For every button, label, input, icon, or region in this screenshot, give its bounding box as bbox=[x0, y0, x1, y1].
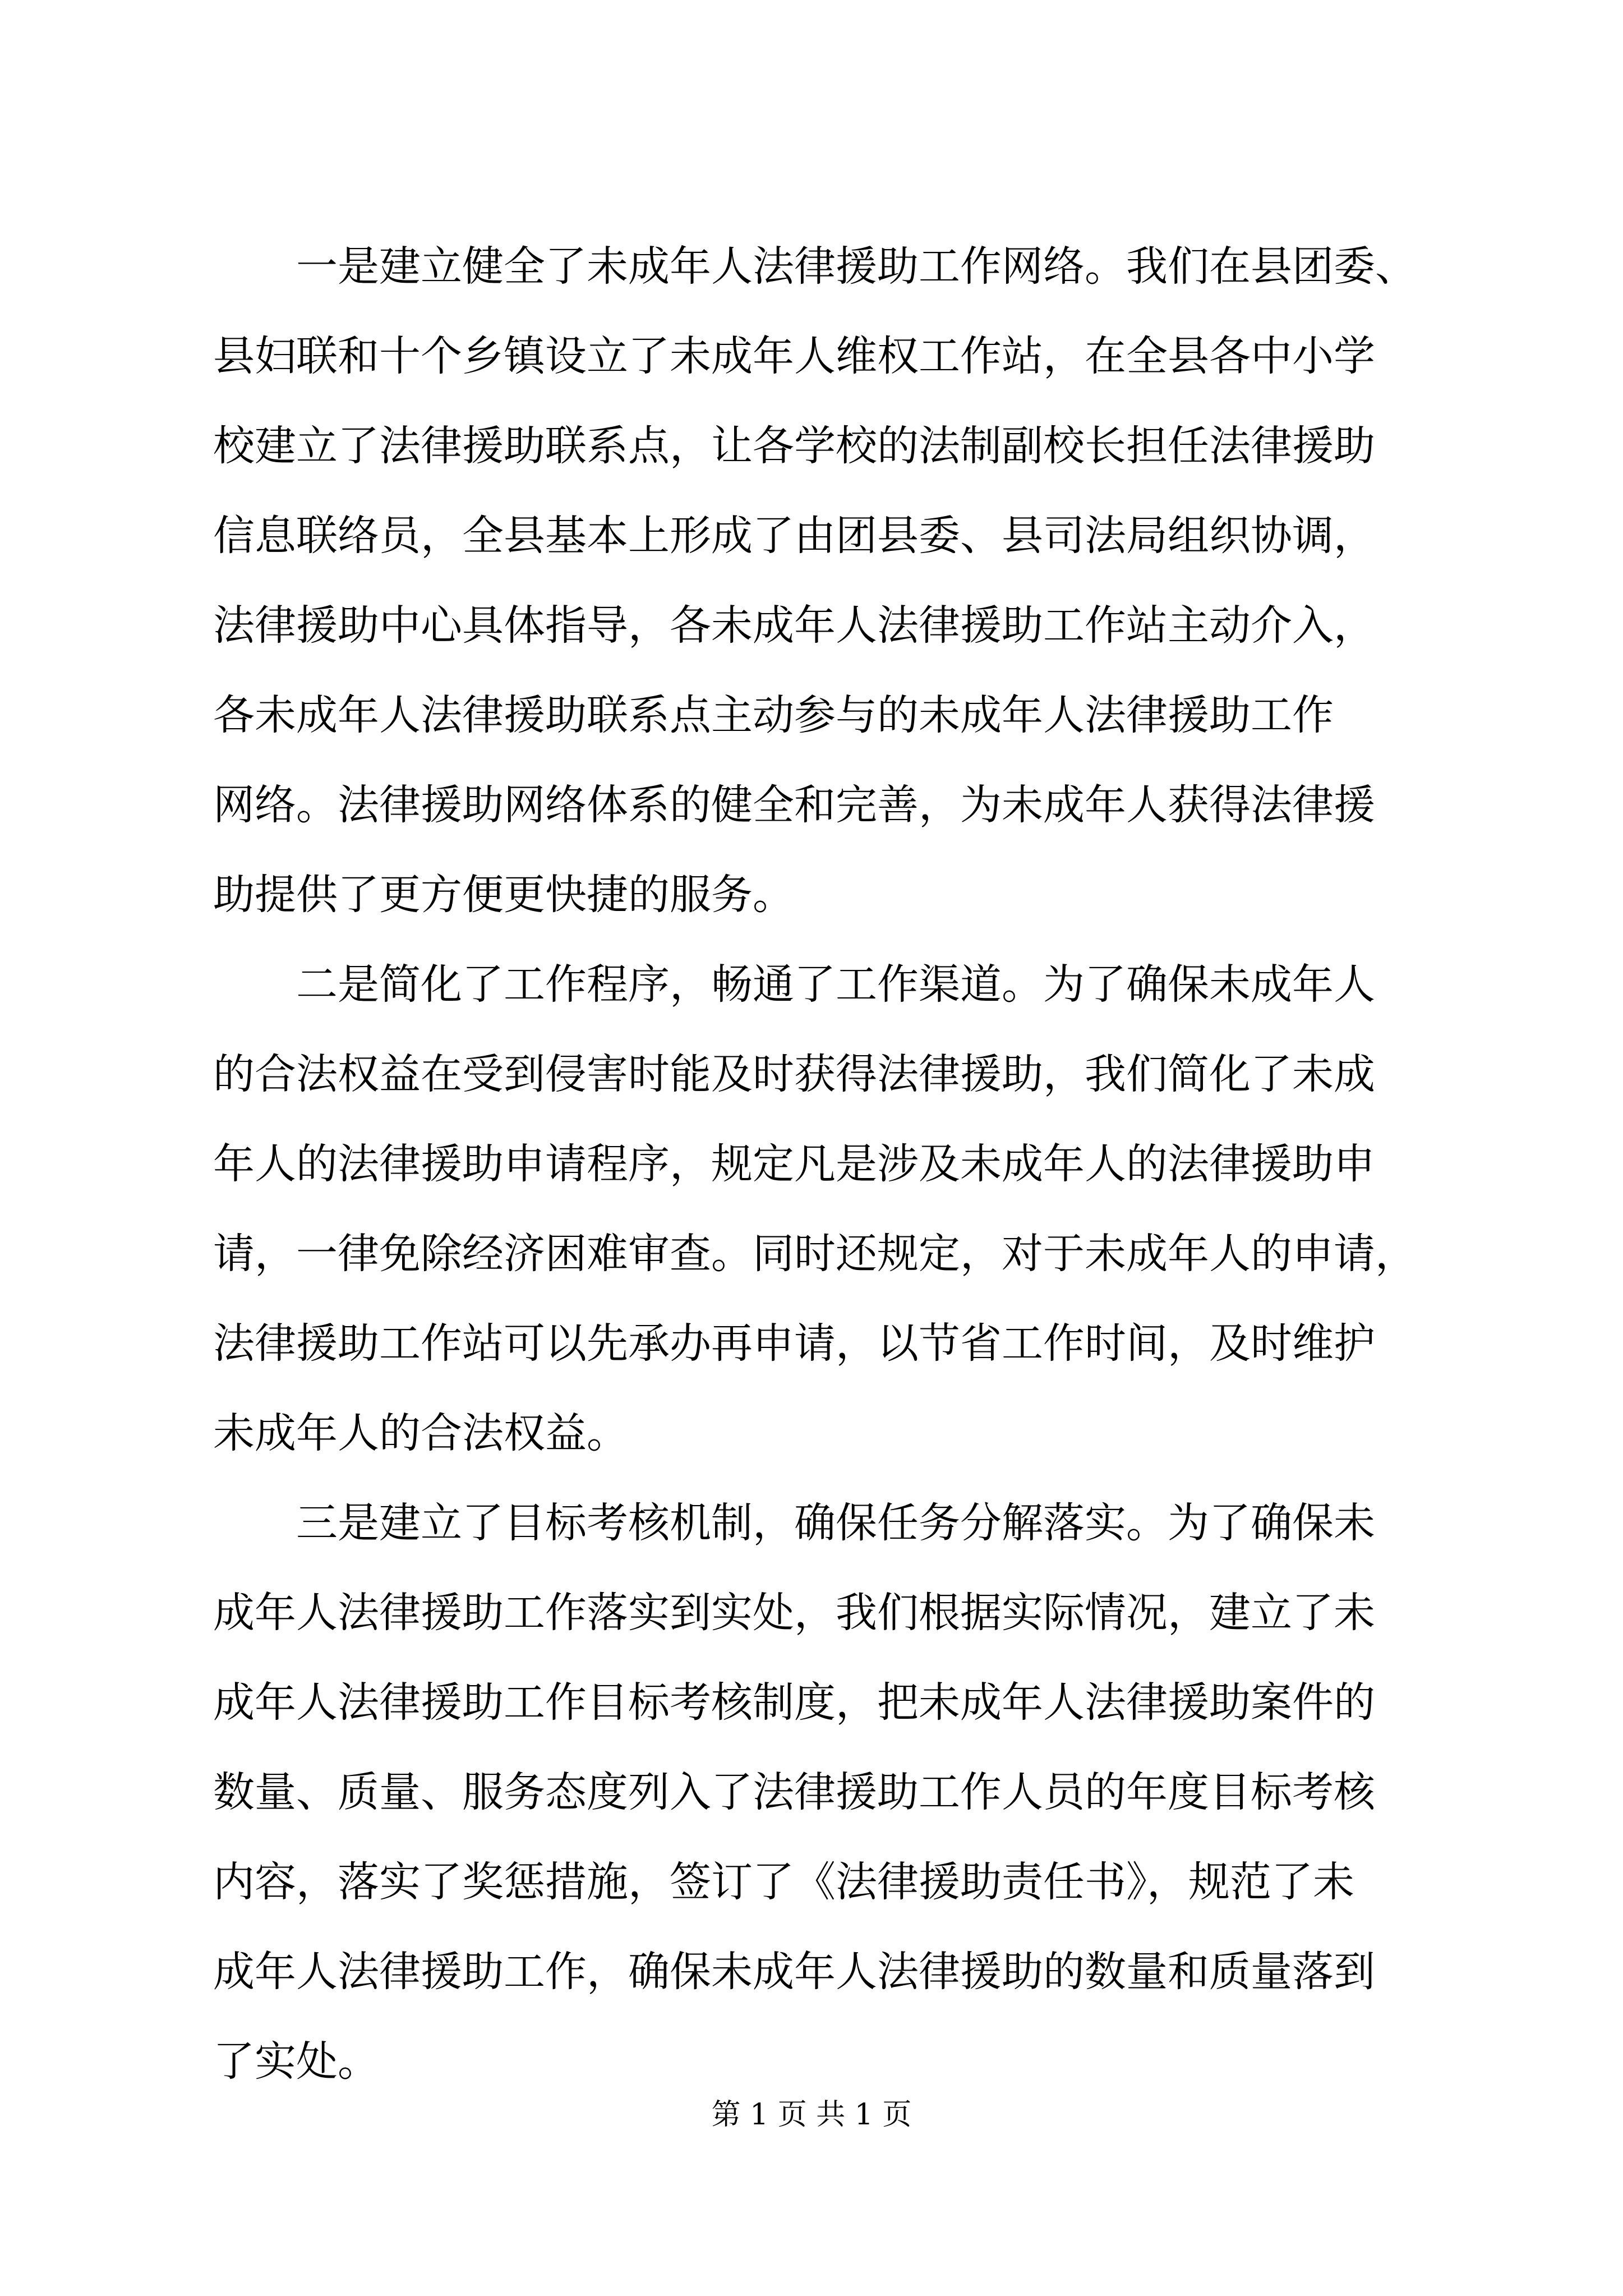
paragraph-line: 内容，落实了奖惩措施，签订了《法律援助责任书》，规范了未 bbox=[213, 1858, 1354, 1906]
paragraph-line: 一是建立健全了未成年人法律援助工作网络。我们在县团委、 bbox=[296, 242, 1417, 291]
paragraph-line: 信息联络员，全县基本上形成了由团县委、县司法局组织协调， bbox=[213, 512, 1375, 560]
paragraph-line: 年人的法律援助申请程序，规定凡是涉及未成年人的法律援助申 bbox=[213, 1140, 1375, 1188]
paragraph-1 bbox=[213, 222, 1436, 940]
paragraph-line: 法律援助工作站可以先承办再申请，以节省工作时间，及时维护 bbox=[213, 1319, 1375, 1368]
paragraph-line: 各未成年人法律援助联系点主动参与的未成年人法律援助工作 bbox=[213, 691, 1334, 739]
paragraph-2 bbox=[213, 940, 1436, 1478]
page-number-label: 第 1 页 共 1 页 bbox=[711, 2098, 912, 2132]
paragraph-line: 的合法权益在受到侵害时能及时获得法律援助，我们简化了未成 bbox=[213, 1050, 1375, 1098]
paragraph-line: 校建立了法律援助联系点，让各学校的法制副校长担任法律援助 bbox=[213, 422, 1375, 470]
paragraph-line: 二是简化了工作程序，畅通了工作渠道。为了确保未成年人 bbox=[296, 960, 1375, 1009]
paragraph-line: 成年人法律援助工作落实到实处，我们根据实际情况，建立了未 bbox=[213, 1589, 1375, 1637]
paragraph-line: 数量、质量、服务态度列入了法律援助工作人员的年度目标考核 bbox=[213, 1768, 1375, 1816]
paragraph-line: 网络。法律援助网络体系的健全和完善，为未成年人获得法律援 bbox=[213, 781, 1375, 829]
paragraph-line: 县妇联和十个乡镇设立了未成年人维权工作站，在全县各中小学 bbox=[213, 332, 1375, 380]
paragraph-line: 成年人法律援助工作目标考核制度，把未成年人法律援助案件的 bbox=[213, 1678, 1375, 1727]
paragraph-line: 成年人法律援助工作，确保未成年人法律援助的数量和质量落到 bbox=[213, 1948, 1375, 1996]
paragraph-line: 法律援助中心具体指导，各未成年人法律援助工作站主动介入， bbox=[213, 601, 1375, 650]
paragraph-3 bbox=[213, 1478, 1436, 2106]
paragraph-line: 了实处。 bbox=[213, 2037, 379, 2086]
paragraph-line: 三是建立了目标考核机制，确保任务分解落实。为了确保未 bbox=[296, 1499, 1375, 1547]
document-body bbox=[213, 222, 1436, 2106]
paragraph-line: 助提供了更方便更快捷的服务。 bbox=[213, 871, 794, 919]
paragraph-line: 未成年人的合法权益。 bbox=[213, 1409, 628, 1457]
paragraph-line: 请，一律免除经济困难审查。同时还规定，对于未成年人的申请， bbox=[213, 1230, 1417, 1278]
page-footer bbox=[0, 2095, 1623, 2134]
